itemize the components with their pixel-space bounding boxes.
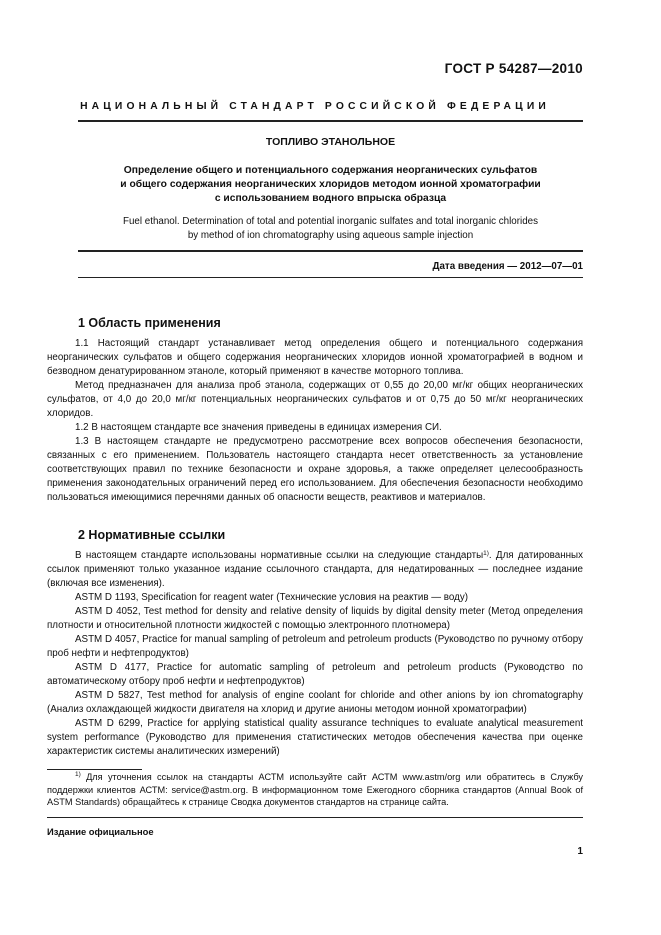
paragraph: Метод предназначен для анализа проб этанола, содержащих от 0,55 до 20,00 мг/кг общих неорганических сульфатов, от 4,0 до 20,0 мг/кг потенциальных неорганических сульфатов и от 0,75 до 50 мг/кг неорганических хлоридов.	[47, 380, 583, 419]
russian-title	[78, 164, 583, 206]
reference-item: ASTM D 6299, Practice for applying statistical quality assurance techniques to evaluate analytical measurement system performance (Руководство для применения статистических методов обеспечения качества при оценке характеристик системы аналитических измерений)	[47, 718, 583, 757]
paragraph	[47, 549, 583, 591]
footer-rule	[47, 817, 583, 818]
page-number: 1	[577, 846, 583, 857]
section-2-body	[47, 549, 583, 759]
intro-text: В настоящем стандарте использованы нормативные ссылки на следующие стандарты	[75, 550, 484, 561]
paragraph: 1.2 В настоящем стандарте все значения приведены в единицах измерения СИ.	[75, 422, 442, 433]
reference-item: ASTM D 4057, Practice for manual sampling of petroleum and petroleum products (Руководство по ручному отбору проб нефти и нефтепродуктов)	[47, 634, 583, 659]
footnote-reference: 1)	[483, 550, 489, 557]
reference-item: ASTM D 1193, Specification for reagent water (Технические условия на реактив — воду)	[75, 592, 468, 603]
header-rule	[78, 120, 583, 122]
reference-item: ASTM D 4052, Test method for density and relative density of liquids by digital density meter (Метод определения плотности и относительной плотности жидкостей с помощью электронного плотномера)	[47, 606, 583, 631]
gost-number: ГОСТ Р 54287—2010	[444, 61, 583, 76]
intro-text: . Для датированных ссылок применяют только указанное издание ссылочного стандарта, для недатированных — последнее издание (включая все изменения).	[47, 550, 583, 589]
footnote-separator	[47, 769, 142, 770]
russian-title-line: и общего содержания неорганических хлоридов методом ионной хроматографии	[120, 179, 541, 190]
paragraph: 1.1 Настоящий стандарт устанавливает метод определения общего и потенциального содержания неорганических сульфатов и общего содержания неорганических хлоридов ионной хроматографией в водном и безводном денатурированном этаноле, который применяют в качестве моторного топлива.	[47, 338, 583, 377]
section-2-heading: 2 Нормативные ссылки	[78, 528, 226, 542]
english-title	[78, 215, 583, 243]
section-1-heading: 1 Область применения	[78, 316, 221, 330]
english-title-line: by method of ion chromatography using aqueous sample injection	[187, 230, 474, 241]
introduction-date: Дата введения — 2012—07—01	[432, 261, 583, 272]
reference-item: ASTM D 4177, Practice for automatic sampling of petroleum and petroleum products (Руководство по автоматическому отбору проб нефти и нефтепродуктов)	[47, 662, 583, 687]
reference-item: ASTM D 5827, Test method for analysis of engine coolant for chloride and other anions by ion chromatography (Анализ охлаждающей жидкости двигателя на хлорид и другие анионы методом ионной хроматографии)	[47, 690, 583, 715]
footnote	[47, 771, 583, 809]
date-rule	[78, 277, 583, 278]
english-title-line: Fuel ethanol. Determination of total and potential inorganic sulfates and total inorganic chlorides	[123, 216, 538, 227]
edition-label: Издание официальное	[47, 826, 154, 837]
russian-title-line: с использованием водного впрыска образца	[214, 193, 447, 204]
paragraph: 1.3 В настоящем стандарте не предусмотрено рассмотрение всех вопросов обеспечения безопасности, связанных с его применением. Пользователь настоящего стандарта несет ответственность за установление соответствующих правил по технике безопасности и охране здоровья, а также определяет целесообразность применения законодательных ограничений перед его использованием. Для обеспечения безопасности необходимо пользоваться имеющимися перечнями данных об опасности веществ, реактивов и материалов.	[47, 436, 583, 503]
footnote-marker: 1)	[75, 771, 81, 778]
footnote-body: Для уточнения ссылок на стандарты АСТМ используйте сайт АСТМ www.astm/org или обратитесь в Службу поддержки клиентов АСТМ: service@astm.org. В информационном томе Ежегодного сборника стандартов (Annual Book of ASTM Standards) обращайтесь к странице Сводка документов стандартов на странице сайта.	[47, 772, 583, 808]
document-topic: ТОПЛИВО ЭТАНОЛЬНОЕ	[265, 136, 396, 148]
national-standard-title: НАЦИОНАЛЬНЫЙ СТАНДАРТ РОССИЙСКОЙ ФЕДЕРАЦИИ	[80, 101, 550, 112]
section-1-body	[47, 337, 583, 505]
russian-title-line: Определение общего и потенциального содержания неорганических сульфатов	[123, 165, 538, 176]
title-rule	[78, 250, 583, 252]
footnote-text	[47, 771, 583, 809]
